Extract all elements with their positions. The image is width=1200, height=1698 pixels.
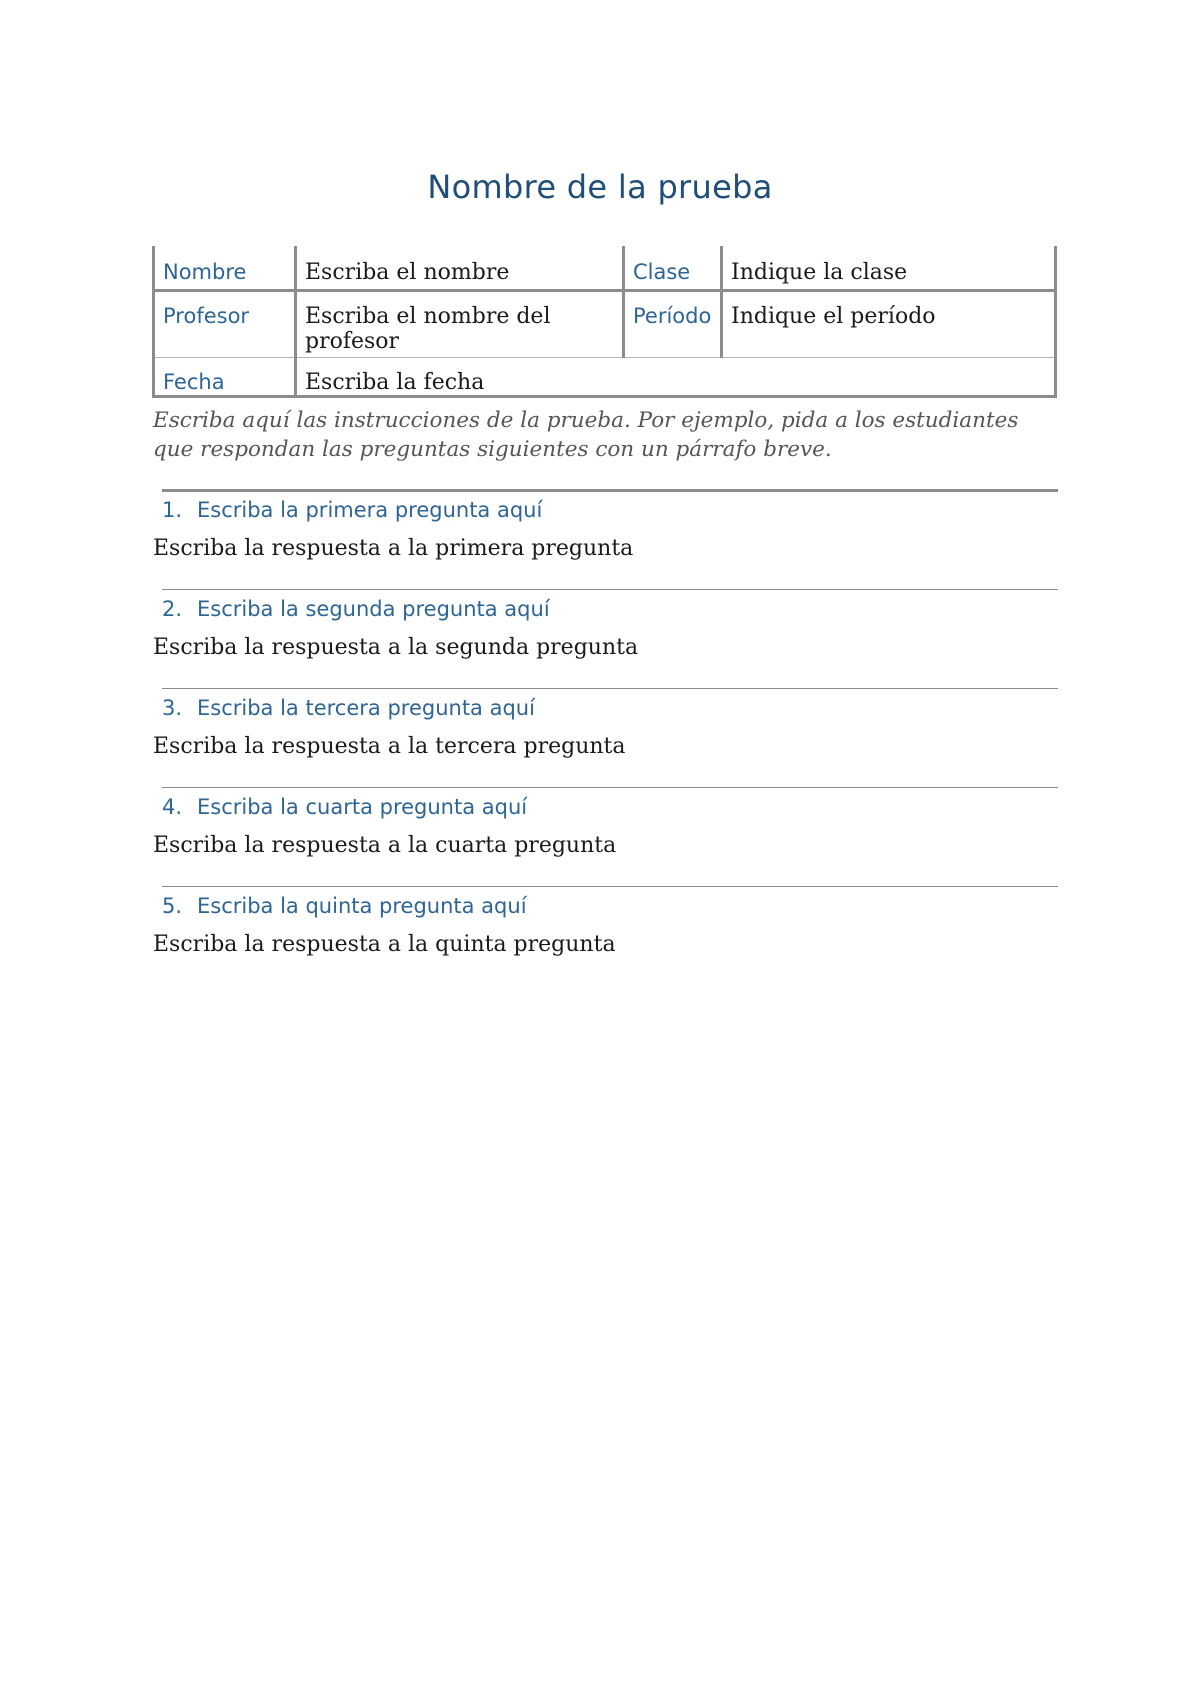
period-value-cell[interactable]	[722, 291, 1056, 358]
name-label-cell	[154, 246, 296, 291]
question-item	[153, 688, 1058, 787]
name-field[interactable]: Escriba el nombre	[305, 260, 510, 285]
question-text[interactable]: Escriba la cuarta pregunta aquí	[197, 795, 528, 819]
instructions-text[interactable]: Escriba aquí las instrucciones de la prueba. Por ejemplo, pida a los estudiantes que respondan las preguntas siguientes con un párrafo breve.	[153, 408, 1019, 462]
question-text[interactable]: Escriba la primera pregunta aquí	[197, 498, 543, 522]
question-item	[153, 787, 1058, 886]
answer-text[interactable]: Escriba la respuesta a la tercera pregunta	[153, 734, 626, 759]
question-item	[153, 490, 1058, 589]
question-divider	[162, 688, 1058, 689]
question-text[interactable]: Escriba la quinta pregunta aquí	[197, 894, 527, 918]
info-row-teacher	[154, 291, 1056, 358]
question-text[interactable]: Escriba la segunda pregunta aquí	[197, 597, 550, 621]
question-divider	[162, 886, 1058, 887]
question-number: 3.	[162, 696, 183, 720]
info-table	[152, 246, 1057, 398]
page-title[interactable]: Nombre de la prueba	[427, 168, 773, 206]
question-number: 2.	[162, 597, 183, 621]
date-field[interactable]: Escriba la fecha	[305, 370, 485, 395]
teacher-field[interactable]: Escriba el nombre del profesor	[305, 304, 551, 354]
name-label: Nombre	[163, 260, 247, 284]
question-number: 4.	[162, 795, 183, 819]
period-label-cell	[624, 291, 722, 358]
answer-text[interactable]: Escriba la respuesta a la quinta pregunta	[153, 932, 616, 957]
question-divider	[162, 489, 1058, 492]
class-field[interactable]: Indique la clase	[731, 260, 908, 285]
answer-text[interactable]: Escriba la respuesta a la cuarta pregunta	[153, 833, 617, 858]
teacher-label: Profesor	[163, 304, 250, 328]
class-value-cell[interactable]	[722, 246, 1056, 291]
date-value-cell[interactable]	[296, 358, 1056, 397]
question-divider	[162, 589, 1058, 590]
answer-text[interactable]: Escriba la respuesta a la primera pregunta	[153, 536, 634, 561]
info-row-name	[154, 246, 1056, 291]
period-field[interactable]: Indique el período	[731, 304, 936, 329]
info-row-date	[154, 358, 1056, 397]
question-text[interactable]: Escriba la tercera pregunta aquí	[197, 696, 535, 720]
class-label: Clase	[633, 260, 691, 284]
question-list	[153, 490, 1058, 985]
question-divider	[162, 787, 1058, 788]
class-label-cell	[624, 246, 722, 291]
date-label: Fecha	[163, 370, 225, 394]
teacher-value-cell[interactable]	[296, 291, 624, 358]
question-number: 5.	[162, 894, 183, 918]
question-number: 1.	[162, 498, 183, 522]
teacher-label-cell	[154, 291, 296, 358]
period-label: Período	[633, 304, 712, 328]
question-item	[153, 886, 1058, 985]
question-item	[153, 589, 1058, 688]
answer-text[interactable]: Escriba la respuesta a la segunda pregunta	[153, 635, 639, 660]
date-label-cell	[154, 358, 296, 397]
name-value-cell[interactable]	[296, 246, 624, 291]
